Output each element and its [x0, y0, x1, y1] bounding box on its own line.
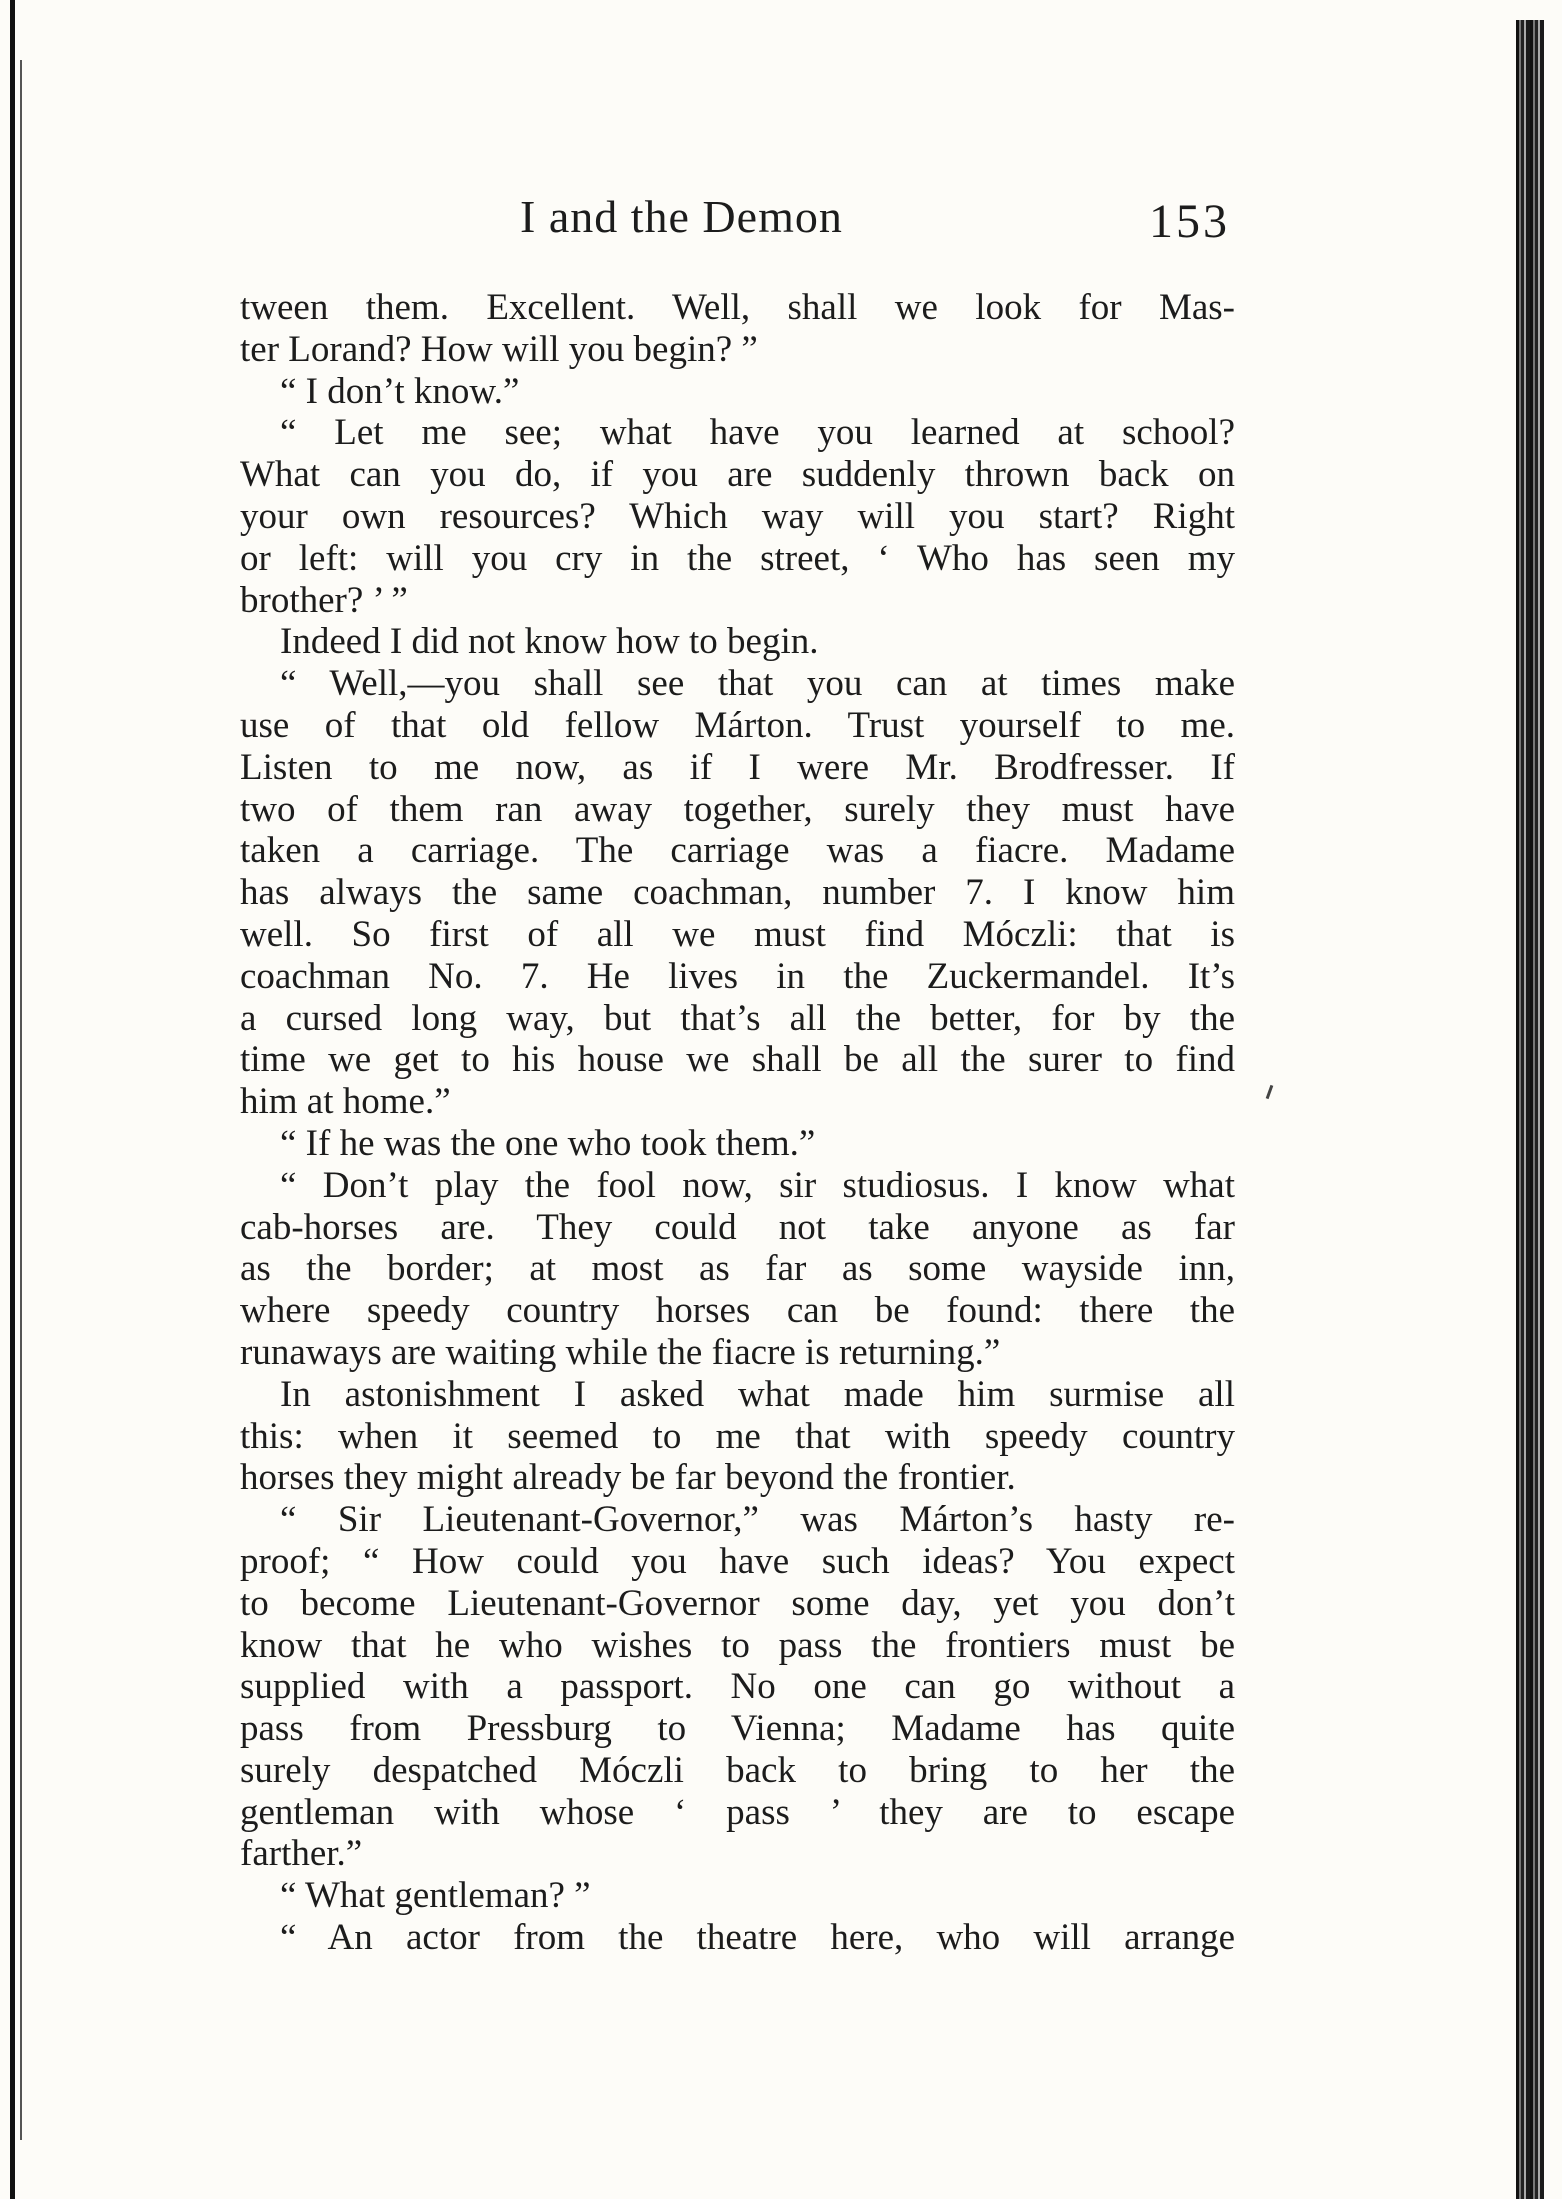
text-line: to become Lieutenant-Governor some day, yet you don’t [240, 1582, 1235, 1624]
text-line: two of them ran away together, surely they must have [240, 788, 1235, 830]
text-line: time we get to his house we shall be all the surer to find [240, 1039, 1235, 1081]
text-line: know that he who wishes to pass the frontiers must be [240, 1624, 1235, 1666]
page-header [240, 190, 1230, 260]
page-number: 153 [1149, 195, 1230, 248]
text-line: What can you do, if you are suddenly thrown back on [240, 454, 1235, 496]
text-line: Listen to me now, as if I were Mr. Brodfresser. If [240, 746, 1235, 788]
text-line: farther.” [240, 1833, 363, 1875]
text-line: gentleman with whose ‘ pass ’ they are to escape [240, 1791, 1235, 1833]
text-line: runaways are waiting while the fiacre is returning.” [240, 1331, 1001, 1373]
book-spine-edge [1516, 20, 1544, 2199]
text-line: him at home.” [240, 1081, 451, 1123]
text-line: as the border; at most as far as some wayside inn, [240, 1248, 1235, 1290]
text-line: well. So first of all we must find Móczli: that is [240, 913, 1235, 955]
text-line: “ What gentleman? ” [280, 1875, 591, 1917]
text-line: “ If he was the one who took them.” [280, 1122, 816, 1164]
text-line: “ Well,—you shall see that you can at times make [280, 663, 1235, 705]
text-line: horses they might already be far beyond the frontier. [240, 1457, 1016, 1499]
text-line: supplied with a passport. No one can go without a [240, 1666, 1235, 1708]
text-line: coachman No. 7. He lives in the Zuckermandel. It’s [240, 955, 1235, 997]
running-head: I and the Demon [520, 191, 843, 242]
page-edge-left [10, 0, 15, 2199]
text-line: pass from Pressburg to Vienna; Madame has quite [240, 1708, 1235, 1750]
body-text [240, 287, 1235, 1959]
text-line: “ Don’t play the fool now, sir studiosus. I know what [280, 1164, 1235, 1206]
text-line: surely despatched Móczli back to bring to her the [240, 1749, 1235, 1791]
text-line: cab-horses are. They could not take anyone as far [240, 1206, 1235, 1248]
stray-ink-mark [1266, 1085, 1274, 1099]
page-edge-left-line [20, 60, 22, 2140]
text-line: “ An actor from the theatre here, who will arrange [280, 1917, 1235, 1959]
text-line: Indeed I did not know how to begin. [280, 621, 819, 663]
text-line: or left: will you cry in the street, ‘ Who has seen my [240, 537, 1235, 579]
text-line: In astonishment I asked what made him surmise all [280, 1373, 1235, 1415]
text-line: use of that old fellow Márton. Trust yourself to me. [240, 704, 1235, 746]
text-line: taken a carriage. The carriage was a fiacre. Madame [240, 830, 1235, 872]
text-line: where speedy country horses can be found: there the [240, 1290, 1235, 1332]
text-line: tween them. Excellent. Well, shall we look for Mas- [240, 287, 1235, 328]
text-line: this: when it seemed to me that with speedy country [240, 1415, 1235, 1457]
text-line: brother? ’ ” [240, 579, 408, 621]
text-line: has always the same coachman, number 7. I know him [240, 872, 1235, 914]
text-line: proof; “ How could you have such ideas? You expect [240, 1540, 1235, 1582]
text-line: a cursed long way, but that’s all the better, for by the [240, 997, 1235, 1039]
text-line: your own resources? Which way will you start? Right [240, 495, 1235, 537]
text-line: “ Sir Lieutenant-Governor,” was Márton’s hasty re- [280, 1499, 1235, 1541]
text-line: “ I don’t know.” [280, 370, 520, 412]
text-line: “ Let me see; what have you learned at school? [280, 412, 1235, 454]
text-line: ter Lorand? How will you begin? ” [240, 328, 758, 370]
